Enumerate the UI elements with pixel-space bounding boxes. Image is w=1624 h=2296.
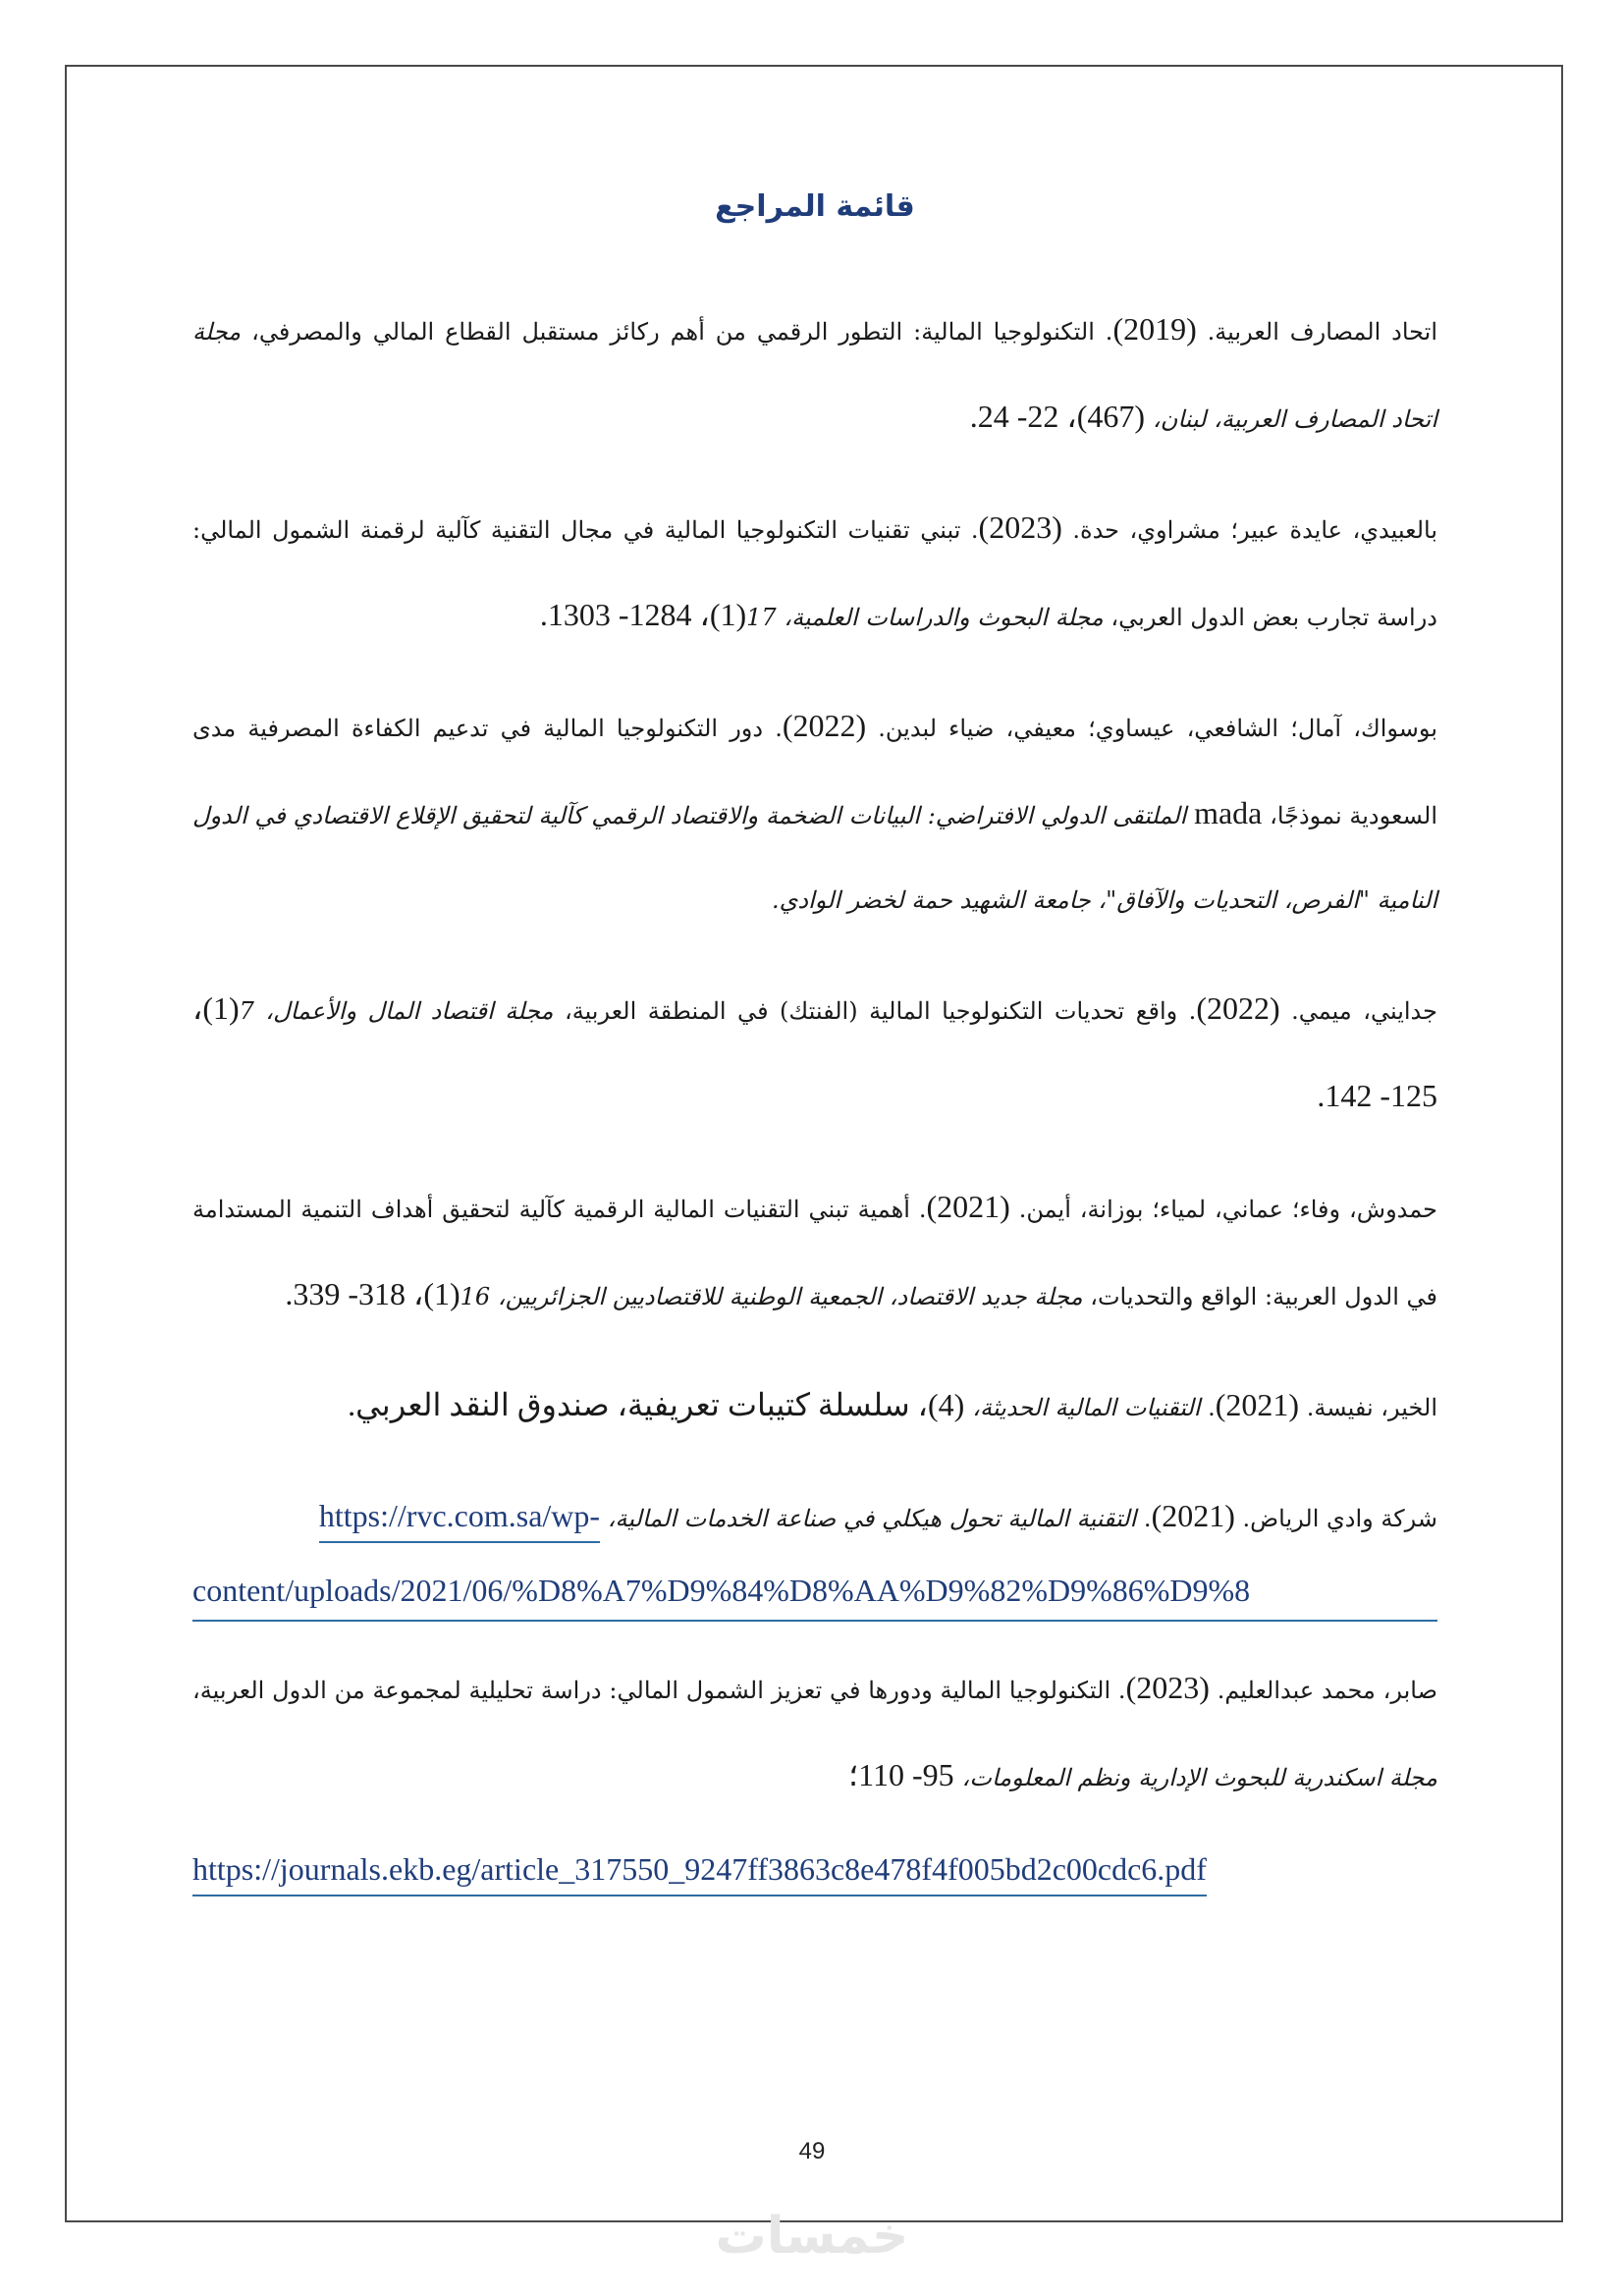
reference-link[interactable]: content/uploads/2021/06/%D8%A7%D9%84%D8%AA%D9%82%D9%86%D9%8 [192, 1561, 1437, 1622]
reference-item: الخير، نفيسة. (2021). التقنيات المالية الحديثة، (4)، سلسلة كتيبات تعريفية، صندوق النقد العربي. [348, 1387, 1437, 1422]
page-number: 49 [798, 2138, 826, 2164]
reference-link[interactable]: https://journals.ekb.eg/article_317550_9247ff3863c8e478f4f005bd2c00cdc6.pdf [192, 1843, 1207, 1896]
reference-link[interactable]: https://rvc.com.sa/wp- [319, 1490, 600, 1543]
reference-item: جدايني، ميمي. (2022). واقع تحديات التكنولوجيا المالية (الفنتك) في المنطقة العربية، مجلة اقتصاد المال والأعمال، 7(1)، 125- 142. [192, 990, 1437, 1113]
reference-item: بالعبيدي، عايدة عبير؛ مشراوي، حدة. (2023). تبني تقنيات التكنولوجيا المالية في مجال التقنية كآلية لرقمنة الشمول المالي: دراسة تجارب بعض الدول العربي، مجلة البحوث والدراسات العلمية، 17(1)، 1284- 1303. [192, 509, 1437, 632]
link-row [192, 1830, 1437, 1914]
references-content [192, 187, 1437, 1938]
page-title: قائمة المراجع [715, 189, 915, 224]
reference-item: حمدوش، وفاء؛ عماني، لمياء؛ بوزانة، أيمن. (2021). أهمية تبني التقنيات المالية الرقمية كآلية لتحقيق أهداف التنمية المستدامة في الدول العربية: الواقع والتحديات، مجلة جديد الاقتصاد، الجمعية الوطنية للاقتصاديين الجزائريين، 16(1)، 318- 339. [192, 1189, 1437, 1311]
reference-item: صابر، محمد عبدالعليم. (2023). التكنولوجيا المالية ودورها في تعزيز الشمول المالي: دراسة تحليلية لمجموعة من الدول العربية، مجلة اسكندرية للبحوث الإدارية ونظم المعلومات، 95- 110؛ https://journals.ekb.eg/article_317550_9247ff3863c8e478f4f005bd2c00cdc6.pdf [192, 1645, 1437, 1914]
reference-item: شركة وادي الرياض. (2021). التقنية المالية تحول هيكلي في صناعة الخدمات المالية، https://rvc.com.sa/wp- content/uploads/2021/06/%D8%A7%D9%84%D8%AA%D9%82%D9%86%D9%8 [192, 1473, 1437, 1622]
watermark-logo: خمسات [715, 2207, 909, 2266]
reference-item: اتحاد المصارف العربية. (2019). التكنولوجيا المالية: التطور الرقمي من أهم ركائز مستقبل القطاع المالي والمصرفي، مجلة اتحاد المصارف العربية، لبنان، (467)، 22- 24. [192, 311, 1437, 434]
reference-item: بوسواك، آمال؛ الشافعي، عيساوي؛ معيفي، ضياء لبدين. (2022). دور التكنولوجيا المالية في تدعيم الكفاءة المصرفية مدى السعودية نموذجًا، mada الملتقى الدولي الافتراضي: البيانات الضخمة والاقتصاد الرقمي كآلية لتحقيق الإقلاع الاقتصادي في الدول النامية "الفرص، التحديات والآفاق"، جامعة الشهيد حمة لخضر الوادي. [192, 708, 1437, 914]
